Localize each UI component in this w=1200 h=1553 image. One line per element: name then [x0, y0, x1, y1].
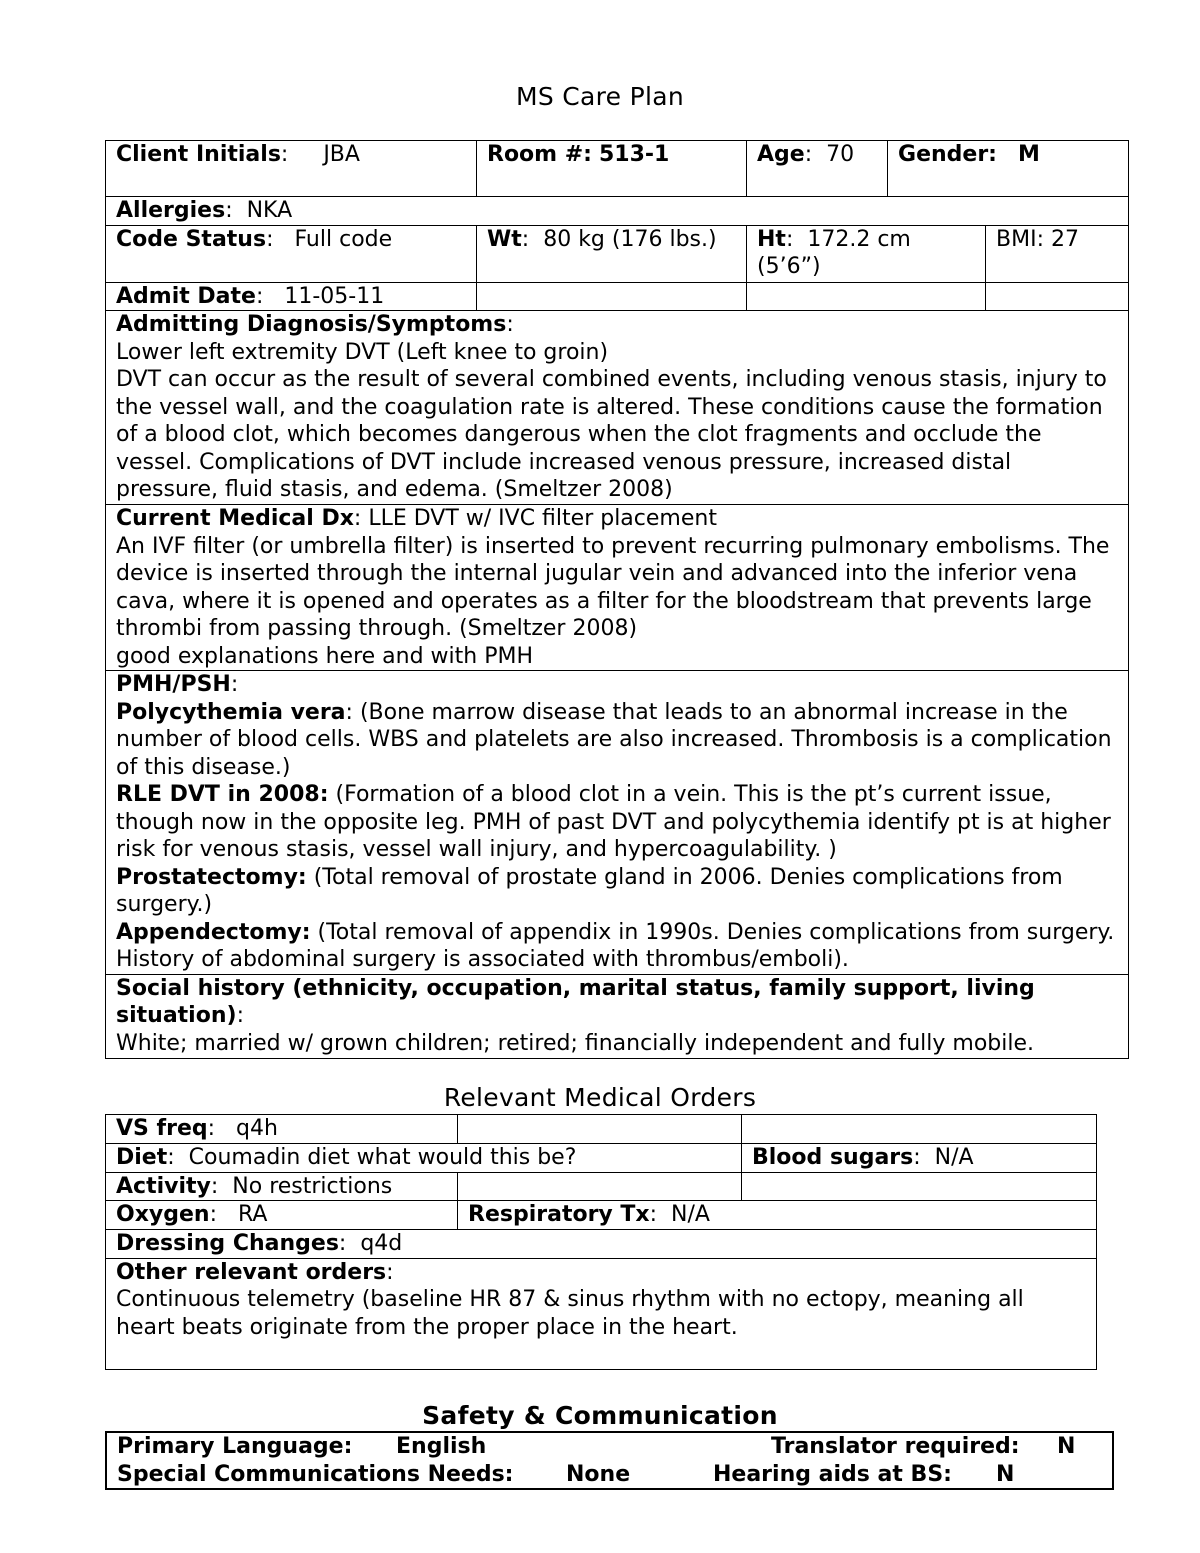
- other-orders-cell: Other relevant orders: Continuous telemetry (baseline HR 87 & sinus rhythm with no ectopy, meaning all heart beats originate from the proper place in the heart.: [106, 1258, 1097, 1369]
- respiratory-value: N/A: [671, 1202, 710, 1227]
- special-needs-label: Special Communications Needs:: [117, 1461, 514, 1487]
- admitting-line1: Lower left extremity DVT (Left knee to groin): [116, 339, 609, 365]
- orders-table: [105, 1114, 1097, 1370]
- age-value: 70: [826, 142, 855, 167]
- room-number: 513-1: [598, 142, 670, 167]
- pmh-label: PMH/PSH: [116, 672, 231, 697]
- height-cell: Ht: 172.2 cm (5’6”): [747, 225, 986, 282]
- oxygen-cell: Oxygen: RA: [106, 1201, 458, 1230]
- bmi-value: BMI: 27: [996, 226, 1079, 252]
- blood-sugars-cell: Blood sugars: N/A: [742, 1143, 1097, 1172]
- age-cell: Age: 70: [747, 141, 888, 197]
- special-needs-value: None: [566, 1461, 631, 1487]
- translator-label: Translator required:: [771, 1434, 1020, 1459]
- hearing-aids-label: Hearing aids at BS:: [713, 1461, 952, 1487]
- empty-cell: [458, 1172, 742, 1201]
- oxygen-value: RA: [237, 1202, 268, 1227]
- diet-value: Coumadin diet what would this be?: [188, 1144, 577, 1170]
- code-status-cell: Code Status: Full code: [106, 225, 477, 282]
- pmh-item: Appendectomy: (Total removal of appendix in 1990s. Denies complications from surgery. History of abdominal surgery is associated with thrombus/emboli).: [116, 919, 1115, 972]
- reviewer-comment: good explanations here and with PMH: [116, 643, 534, 669]
- primary-language-value: English: [396, 1434, 487, 1459]
- other-orders-label: Other relevant orders: [116, 1259, 387, 1285]
- pmh-cell: PMH/PSH: Polycythemia vera: (Bone marrow disease that leads to an abnormal increase in the number of blood cells. WBS and platelets are also increased. Thrombosis is a complication of this disease.) RLE DVT in 2008: (Formation of a blood clot in a vein. This is the pt’s current issue, though now in the opposite leg. PMH of past DVT and polycythemia identify pt is at higher risk for venous stasis, vessel wall injury, and hypercoagulability. ) Prostatectomy: (Total removal of prostate gland in 2006. Denies complications from surgery.) Appendectomy: (Total removal of appendix in 1990s. Denies complications from surgery. History of abdominal surgery is associated with thrombus/emboli).: [106, 671, 1129, 975]
- empty-cell: [986, 282, 1129, 311]
- social-history-cell: Social history (ethnicity, occupation, marital status, family support, living situation): White; married w/ grown children; retired; financially independent and fully mobile.: [106, 974, 1129, 1058]
- dressing-value: q4d: [360, 1231, 403, 1256]
- activity-value: No restrictions: [232, 1173, 393, 1199]
- translator-value: N: [1057, 1434, 1076, 1459]
- safety-title: Safety & Communication: [422, 1401, 778, 1430]
- current-dx-label: Current Medical Dx: [116, 506, 354, 531]
- bmi-cell: [986, 225, 1129, 282]
- primary-language-label: Primary Language:: [117, 1434, 353, 1459]
- respiratory-cell: Respiratory Tx: N/A: [458, 1201, 1097, 1230]
- diet-cell: Diet: Coumadin diet what would this be?: [106, 1143, 742, 1172]
- other-orders-text: Continuous telemetry (baseline HR 87 & sinus rhythm with no ectopy, meaning all heart beats originate from the proper place in the heart.: [116, 1287, 1024, 1340]
- weight-cell: Wt: 80 kg (176 lbs.): [477, 225, 747, 282]
- social-text: White; married w/ grown children; retired; financially independent and fully mobile.: [116, 1030, 1035, 1056]
- safety-cell: [106, 1432, 1113, 1489]
- client-initials-cell: Client Initials: JBA: [106, 141, 477, 197]
- dressing-cell: Dressing Changes: q4d: [106, 1230, 1097, 1259]
- social-label: Social history (ethnicity, occupation, marital status, family support, living situation): [116, 975, 1035, 1028]
- safety-table: [105, 1431, 1114, 1490]
- vs-freq-value: q4h: [236, 1116, 278, 1141]
- current-dx-value: LLE DVT w/ IVC filter placement: [368, 506, 717, 531]
- empty-cell: [477, 282, 747, 311]
- code-status-value: Full code: [294, 226, 393, 252]
- vs-freq-cell: VS freq: q4h: [106, 1115, 458, 1144]
- empty-cell: [742, 1115, 1097, 1144]
- gender-value: M: [1017, 142, 1040, 167]
- orders-title: Relevant Medical Orders: [443, 1083, 757, 1112]
- page-title: MS Care Plan: [515, 82, 684, 111]
- empty-cell: [747, 282, 986, 311]
- pmh-item: Prostatectomy: (Total removal of prostate gland in 2006. Denies complications from surgery.): [116, 864, 1063, 917]
- allergies-cell: Allergies: NKA: [106, 197, 1129, 226]
- allergies-value: NKA: [246, 198, 293, 223]
- hearing-aids-value: N: [996, 1461, 1015, 1487]
- admitting-label: Admitting Diagnosis/Symptoms: [116, 312, 507, 337]
- admitting-text: DVT can occur as the result of several combined events, including venous stasis, injury to the vessel wall, and the coagulation rate is altered. These conditions cause the formation of a blood clot, which becomes dangerous when the clot fragments and occlude the vessel. Complications of DVT include increased venous pressure, increased distal pressure, fluid stasis, and edema. (Smeltzer 2008): [116, 367, 1107, 502]
- client-initials: JBA: [323, 142, 360, 167]
- blood-sugars-value: N/A: [934, 1144, 974, 1170]
- admit-date-value: 11-05-11: [284, 283, 385, 309]
- empty-cell: [458, 1115, 742, 1144]
- pmh-item: Polycythemia vera: (Bone marrow disease that leads to an abnormal increase in the number of blood cells. WBS and platelets are also increased. Thrombosis is a complication of this disease.): [116, 699, 1112, 780]
- client-info-table: [105, 140, 1129, 1059]
- activity-cell: Activity: No restrictions: [106, 1172, 458, 1201]
- current-dx-text: An IVF filter (or umbrella filter) is inserted to prevent recurring pulmonary embolisms. The device is inserted through the internal jugular vein and advanced into the inferior vena cava, where it is opened and operates as a filter for the bloodstream that prevents large thrombi from passing through. (Smeltzer 2008): [116, 533, 1110, 641]
- height-value: 172.2 cm (5’6”): [757, 226, 911, 279]
- admit-date-cell: Admit Date: 11-05-11: [106, 282, 477, 311]
- current-dx-cell: Current Medical Dx: LLE DVT w/ IVC filter placement An IVF filter (or umbrella filter) is inserted to prevent recurring pulmonary embolisms. The device is inserted through the internal jugular vein and advanced into the inferior vena cava, where it is opened and operates as a filter for the bloodstream that prevents large thrombi from passing through. (Smeltzer 2008) good explanations here and with PMH: [106, 505, 1129, 671]
- weight-value: 80 kg (176 lbs.): [543, 226, 717, 252]
- admitting-diagnosis-cell: Admitting Diagnosis/Symptoms: Lower left extremity DVT (Left knee to groin) DVT can occur as the result of several combined events, including venous stasis, injury to the vessel wall, and the coagulation rate is altered. These conditions cause the formation of a blood clot, which becomes dangerous when the clot fragments and occlude the vessel. Complications of DVT include increased venous pressure, increased distal pressure, fluid stasis, and edema. (Smeltzer 2008): [106, 311, 1129, 505]
- gender-cell: Gender: M: [888, 141, 1129, 197]
- empty-cell: [742, 1172, 1097, 1201]
- pmh-item: RLE DVT in 2008: (Formation of a blood clot in a vein. This is the pt’s current issue, though now in the opposite leg. PMH of past DVT and polycythemia identify pt is at higher risk for venous stasis, vessel wall injury, and hypercoagulability. ): [116, 782, 1111, 862]
- room-cell: Room #: 513-1: [477, 141, 747, 197]
